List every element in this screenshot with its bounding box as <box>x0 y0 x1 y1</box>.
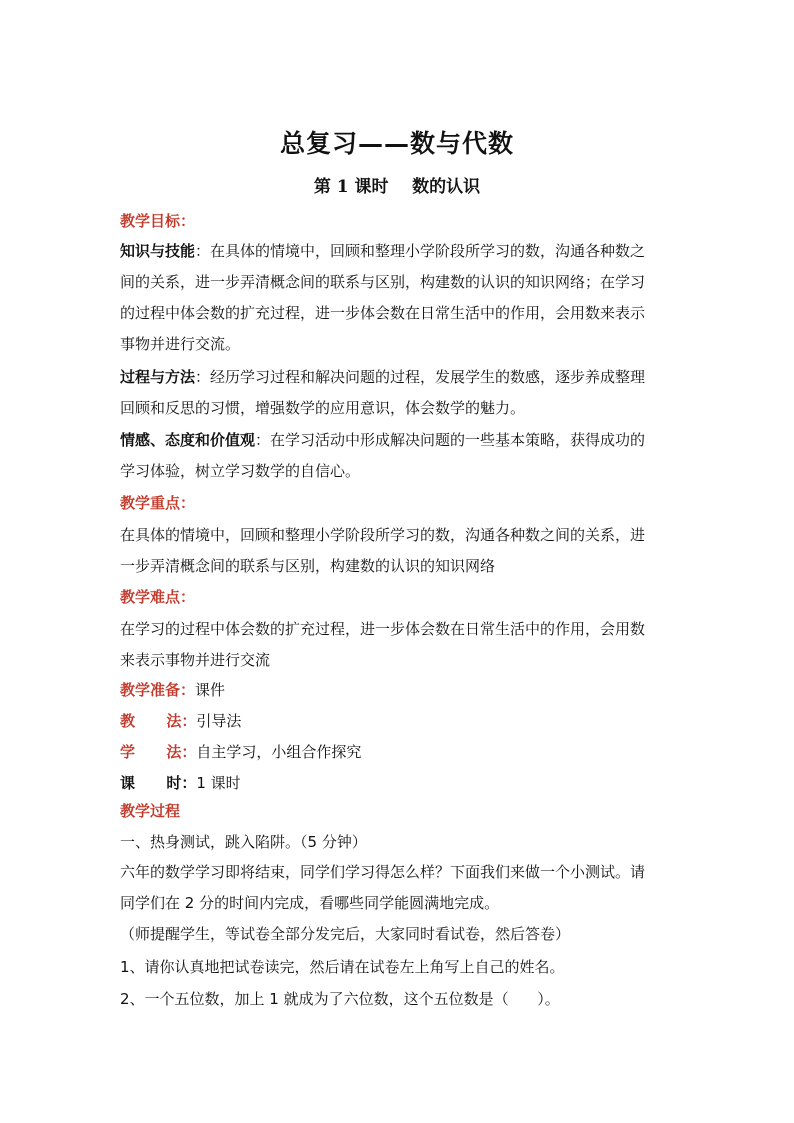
teacher-note: （师提醒学生，等试卷全部分发完后，大家同时看试卷，然后答卷） <box>120 925 571 943</box>
objective-knowledge-line4: 事物并进行交流。 <box>120 335 241 353</box>
class-period-value: 1 课时 <box>196 774 241 792</box>
objectives-heading: 教学目标： <box>120 212 196 230</box>
teaching-method-row <box>120 706 680 737</box>
learning-method-value: 自主学习，小组合作探究 <box>196 743 362 761</box>
objective-attitude-line2: 学习体验，树立学习数学的自信心。 <box>120 462 361 480</box>
lesson-subtitle: 第 1 课时 数的认识 <box>313 177 481 197</box>
step-one-para-line2: 同学们在 2 分的时间内完成，看哪些同学能圆满地完成。 <box>120 894 500 912</box>
key-points-line1: 在具体的情境中，回顾和整理小学阶段所学习的数，沟通各种数之间的关系，进 <box>120 526 646 544</box>
objective-attitude <box>120 425 680 456</box>
class-period-row <box>120 768 680 799</box>
objective-knowledge-text: ：在具体的情境中，回顾和整理小学阶段所学习的数，沟通各种数之 <box>195 242 646 260</box>
difficult-points-line1: 在学习的过程中体会数的扩充过程，进一步体会数在日常生活中的作用，会用数 <box>120 620 646 638</box>
learning-method-row <box>120 737 680 768</box>
key-points-line2: 一步弄清概念间的联系与区别，构建数的认识的知识网络 <box>120 557 496 575</box>
step-one-title: 一、热身测试，跳入陷阱。（5 分钟） <box>120 833 367 851</box>
objective-process-text: ：经历学习过程和解决问题的过程，发展学生的数感，逐步养成整理 <box>195 368 646 386</box>
objective-knowledge-label: 知识与技能 <box>120 242 196 260</box>
key-points-heading: 教学重点： <box>120 494 196 512</box>
difficult-points-line2: 来表示事物并进行交流 <box>120 651 271 669</box>
question-2: 2、一个五位数，加上 1 就成为了六位数，这个五位数是（ ）。 <box>120 990 560 1008</box>
step-one-para-line1: 六年的数学学习即将结束，同学们学习得怎么样？下面我们来做一个小测试。请 <box>120 863 646 881</box>
teaching-method-label: 教 法： <box>120 712 197 730</box>
preparation-value: 课件 <box>195 681 226 699</box>
objective-knowledge <box>120 236 680 267</box>
process-heading: 教学过程 <box>120 802 181 820</box>
teaching-method-value: 引导法 <box>196 712 242 730</box>
preparation-row <box>120 675 680 706</box>
objective-process-line2: 回顾和反思的习惯，增强数学的应用意识，体会数学的魅力。 <box>120 399 526 417</box>
page-title: 总复习——数与代数 <box>279 129 514 158</box>
question-1: 1、请你认真地把试卷读完，然后请在试卷左上角写上自己的姓名。 <box>120 958 565 976</box>
preparation-label: 教学准备： <box>120 681 196 699</box>
objective-attitude-label: 情感、态度和价值观 <box>120 431 256 449</box>
class-period-label: 课 时： <box>120 774 197 792</box>
objective-process <box>120 362 680 393</box>
objective-attitude-text: ：在学习活动中形成解决问题的一些基本策略，获得成功的 <box>255 431 646 449</box>
objective-knowledge-line3: 的过程中体会数的扩充过程，进一步体会数在日常生活中的作用，会用数来表示 <box>120 304 646 322</box>
difficult-points-heading: 教学难点： <box>120 588 196 606</box>
learning-method-label: 学 法： <box>120 743 197 761</box>
objective-knowledge-line2: 间的关系，进一步弄清概念间的联系与区别，构建数的认识的知识网络；在学习 <box>120 273 646 291</box>
objective-process-label: 过程与方法 <box>120 368 196 386</box>
